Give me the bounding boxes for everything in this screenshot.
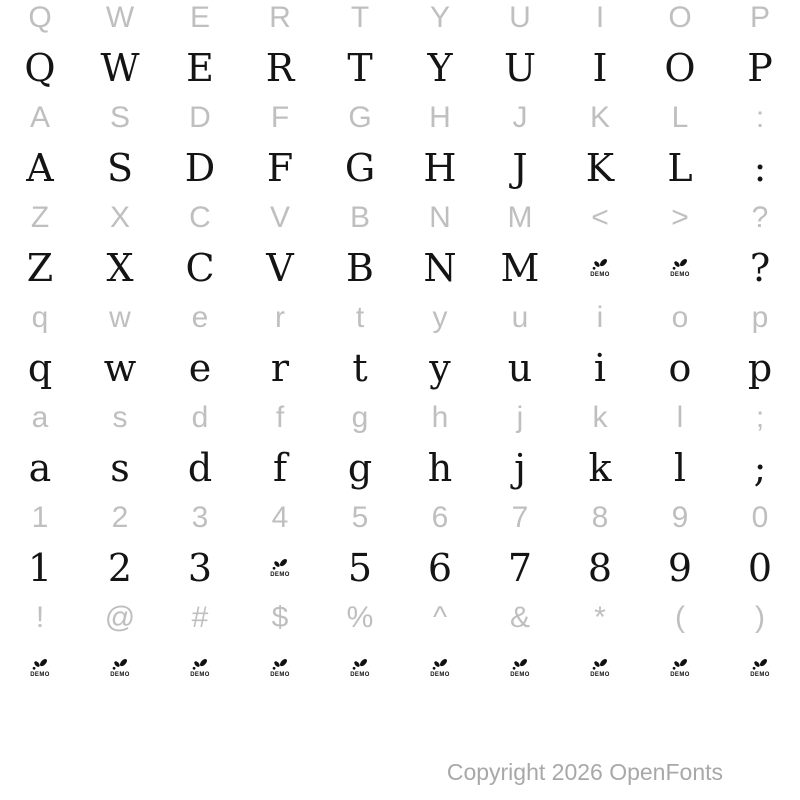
reference-glyph: i [596,300,604,334]
specimen-demo-cell [720,657,800,678]
specimen-glyph: w [103,345,137,390]
specimen-demo-cell [320,657,400,678]
specimen-glyph: L [667,145,693,190]
specimen-glyph: k [588,445,612,490]
specimen-glyph: d [187,445,213,490]
reference-glyph: V [269,200,290,234]
demo-sprout-icon [670,657,691,671]
reference-glyph: t [355,300,365,334]
reference-glyph: O [668,0,692,34]
specimen-demo-cell [400,657,480,678]
reference-glyph: k [592,400,608,434]
reference-glyph: 2 [111,500,129,534]
demo-sprout-icon [270,557,291,571]
reference-row [0,300,800,335]
specimen-demo-cell [160,657,240,678]
specimen-glyph: 8 [587,545,613,590]
demo-sprout-icon [110,657,131,671]
reference-glyph: r [275,300,285,334]
demo-label: DEMO [590,672,610,678]
specimen-glyph: ? [749,245,771,290]
demo-label: DEMO [350,672,370,678]
reference-glyph: B [349,200,370,234]
reference-glyph: H [429,100,451,134]
reference-glyph: 1 [31,500,49,534]
reference-glyph: 5 [351,500,369,534]
specimen-glyph: N [423,245,457,290]
reference-glyph: E [189,0,210,34]
glyph-block [0,400,800,500]
reference-glyph: 8 [591,500,609,534]
reference-glyph: u [511,300,529,334]
reference-glyph: ( [675,600,685,634]
specimen-glyph: F [266,145,294,190]
specimen-glyph: g [347,445,373,490]
reference-row [0,500,800,535]
specimen-demo-cell [240,657,320,678]
reference-glyph: F [270,100,290,134]
specimen-glyph: M [500,245,540,290]
demo-sprout-icon [590,657,611,671]
reference-glyph: g [351,400,369,434]
demo-label: DEMO [750,672,770,678]
reference-glyph: > [671,200,689,234]
demo-glyph [270,557,291,578]
reference-glyph: Z [30,200,50,234]
reference-glyph: D [189,100,211,134]
copyright-text: Copyright 2026 OpenFonts [446,759,723,785]
specimen-glyph: 9 [667,545,693,590]
reference-row [0,600,800,635]
reference-glyph: % [346,600,374,634]
demo-label: DEMO [590,272,610,278]
specimen-glyph: V [266,245,294,290]
demo-label: DEMO [270,572,290,578]
glyph-block [0,100,800,200]
demo-label: DEMO [190,672,210,678]
specimen-glyph: f [272,445,288,490]
specimen-glyph: q [27,345,53,390]
reference-glyph: 3 [191,500,209,534]
specimen-glyph: j [514,445,526,490]
reference-glyph: @ [104,600,136,634]
specimen-glyph: O [664,45,696,90]
specimen-glyph: P [747,45,773,90]
specimen-glyph: 0 [747,545,773,590]
specimen-glyph: : [753,145,767,190]
reference-glyph: R [269,0,291,34]
demo-glyph [670,257,691,278]
reference-row [0,0,800,35]
glyph-block [0,0,800,100]
specimen-glyph: Q [24,45,56,90]
reference-glyph: 7 [511,500,529,534]
specimen-glyph: 7 [507,545,533,590]
demo-glyph [750,657,771,678]
reference-glyph: 9 [671,500,689,534]
reference-glyph: l [676,400,684,434]
reference-glyph: N [429,200,451,234]
reference-row [0,200,800,235]
reference-row [0,400,800,435]
specimen-glyph: e [188,345,212,390]
demo-label: DEMO [670,272,690,278]
reference-glyph: X [109,200,130,234]
reference-glyph: P [749,0,770,34]
specimen-glyph: H [423,145,457,190]
specimen-glyph: I [592,45,608,90]
glyph-block [0,300,800,400]
specimen-glyph: J [512,145,528,190]
reference-glyph: C [189,200,211,234]
demo-sprout-icon [190,657,211,671]
specimen-glyph: s [110,445,130,490]
specimen-glyph: l [673,445,687,490]
specimen-row [0,135,800,200]
specimen-row [0,635,800,700]
specimen-glyph: B [346,245,374,290]
reference-glyph: W [105,0,135,34]
reference-glyph: d [191,400,209,434]
reference-glyph: h [431,400,449,434]
demo-glyph [30,657,51,678]
glyph-block [0,600,800,700]
specimen-glyph: p [747,345,773,390]
demo-glyph [590,257,611,278]
demo-label: DEMO [430,672,450,678]
demo-glyph [350,657,371,678]
reference-glyph: : [755,100,765,134]
demo-sprout-icon [350,657,371,671]
glyph-block [0,500,800,600]
reference-glyph: a [31,400,49,434]
reference-glyph: Q [28,0,52,34]
reference-glyph: s [112,400,128,434]
demo-sprout-icon [430,657,451,671]
demo-label: DEMO [110,672,130,678]
specimen-row [0,535,800,600]
specimen-glyph: T [347,45,373,90]
specimen-glyph: S [106,145,134,190]
reference-glyph: 0 [751,500,769,534]
reference-glyph: < [591,200,609,234]
specimen-glyph: o [668,345,692,390]
reference-glyph: ? [751,200,769,234]
specimen-row [0,35,800,100]
reference-glyph: ^ [432,600,448,634]
specimen-glyph: 2 [107,545,133,590]
reference-glyph: U [509,0,531,34]
reference-glyph: $ [271,600,289,634]
specimen-glyph: K [585,145,615,190]
reference-glyph: G [348,100,372,134]
reference-glyph: ! [35,600,45,634]
reference-glyph: j [516,400,524,434]
demo-label: DEMO [510,672,530,678]
specimen-row [0,335,800,400]
reference-glyph: T [350,0,370,34]
specimen-glyph: 3 [187,545,213,590]
specimen-glyph: E [186,45,214,90]
specimen-demo-cell [480,657,560,678]
reference-glyph: # [191,600,209,634]
reference-glyph: q [31,300,49,334]
reference-glyph: f [275,400,285,434]
specimen-glyph: u [507,345,533,390]
demo-label: DEMO [30,672,50,678]
specimen-glyph: Z [26,245,54,290]
reference-glyph: K [589,100,610,134]
reference-glyph: A [29,100,50,134]
reference-glyph: o [671,300,689,334]
demo-sprout-icon [670,257,691,271]
specimen-row [0,435,800,500]
demo-sprout-icon [510,657,531,671]
specimen-demo-cell [0,657,80,678]
reference-glyph: ) [755,600,765,634]
reference-glyph: e [191,300,209,334]
reference-glyph: ; [755,400,765,434]
specimen-glyph: X [106,245,134,290]
specimen-glyph: 5 [347,545,373,590]
specimen-demo-cell [560,657,640,678]
demo-sprout-icon [270,657,291,671]
glyph-block [0,200,800,300]
demo-glyph [270,657,291,678]
specimen-glyph: Y [427,45,453,90]
specimen-glyph: 1 [27,545,53,590]
reference-glyph: y [432,300,448,334]
specimen-glyph: y [429,345,451,390]
demo-sprout-icon [30,657,51,671]
specimen-demo-cell [560,257,640,278]
reference-glyph: S [109,100,130,134]
reference-glyph: 6 [431,500,449,534]
specimen-glyph: r [270,345,290,390]
specimen-demo-cell [240,557,320,578]
specimen-glyph: W [100,45,140,90]
specimen-glyph: h [427,445,453,490]
reference-glyph: J [512,100,528,134]
specimen-glyph: a [28,445,52,490]
specimen-glyph: 6 [427,545,453,590]
reference-glyph: Y [429,0,450,34]
reference-glyph: 4 [271,500,289,534]
specimen-glyph: t [352,345,368,390]
specimen-demo-cell [640,257,720,278]
demo-label: DEMO [270,672,290,678]
demo-glyph [110,657,131,678]
demo-glyph [670,657,691,678]
specimen-row [0,235,800,300]
reference-glyph: w [109,300,131,334]
specimen-glyph: R [265,45,295,90]
demo-glyph [190,657,211,678]
demo-sprout-icon [750,657,771,671]
reference-glyph: * [594,600,606,634]
demo-glyph [430,657,451,678]
reference-glyph: p [751,300,769,334]
demo-glyph [510,657,531,678]
specimen-glyph: ; [753,445,767,490]
specimen-glyph: A [26,145,54,190]
reference-glyph: L [671,100,689,134]
specimen-demo-cell [80,657,160,678]
specimen-glyph: U [503,45,537,90]
demo-glyph [590,657,611,678]
reference-glyph: M [507,200,533,234]
specimen-glyph: D [184,145,216,190]
demo-sprout-icon [590,257,611,271]
specimen-demo-cell [640,657,720,678]
demo-label: DEMO [670,672,690,678]
reference-glyph: & [509,600,530,634]
specimen-glyph: G [344,145,376,190]
reference-glyph: I [595,0,605,34]
specimen-glyph: C [185,245,215,290]
specimen-glyph: i [593,345,607,390]
reference-row [0,100,800,135]
